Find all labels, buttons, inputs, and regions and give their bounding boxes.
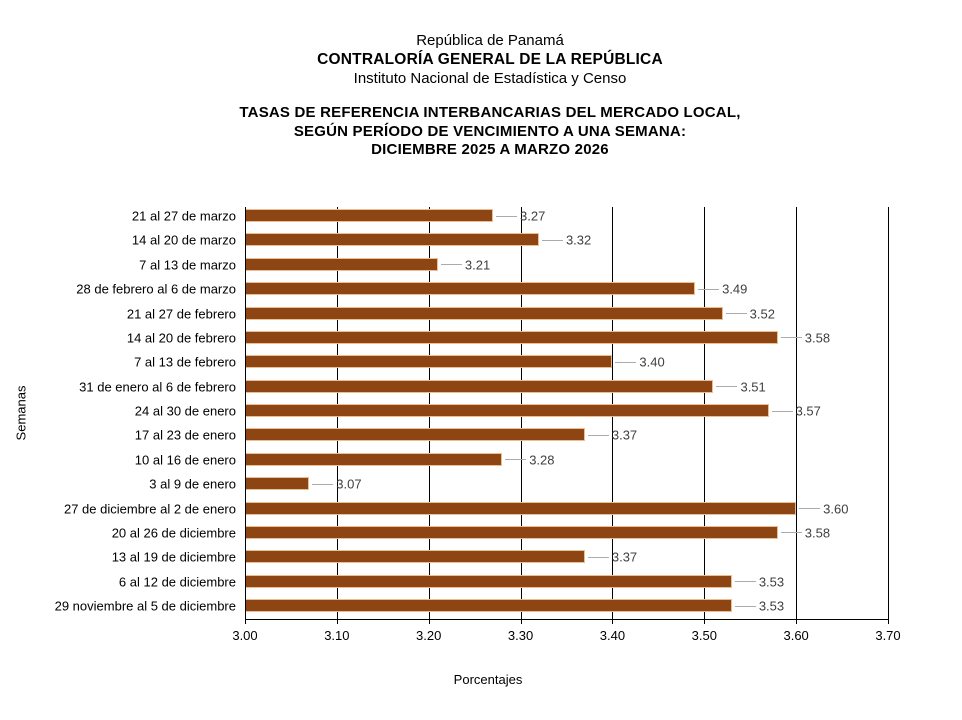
category-label: 24 al 30 de enero <box>134 403 236 419</box>
report-header <box>10 31 962 88</box>
bar-value-label: 3.37 <box>611 549 638 565</box>
x-axis-tick <box>337 620 338 624</box>
category-label: 28 de febrero al 6 de marzo <box>76 281 236 297</box>
x-axis-tick <box>888 620 889 624</box>
category-axis-labels <box>0 207 236 620</box>
leader-line <box>505 459 526 460</box>
bar <box>245 599 732 612</box>
leader-line <box>615 362 636 363</box>
bar-value-label: 3.51 <box>740 379 766 395</box>
x-axis-tick-label: 3.70 <box>875 628 901 643</box>
bar <box>245 550 585 563</box>
bar-value-label: 3.32 <box>565 232 592 248</box>
bar-value-label: 3.53 <box>758 574 785 590</box>
bar-value-label: 3.58 <box>804 525 831 541</box>
x-axis-tick-label: 3.10 <box>324 628 350 643</box>
leader-line <box>698 289 719 290</box>
category-label: 31 de enero al 6 de febrero <box>79 379 236 395</box>
category-label: 21 al 27 de febrero <box>126 306 236 321</box>
x-axis-title: Porcentajes <box>453 672 523 687</box>
leader-line <box>781 337 802 338</box>
y-axis-title: Semanas <box>13 385 29 441</box>
bar <box>245 233 539 246</box>
category-label: 6 al 12 de diciembre <box>118 574 236 590</box>
leader-line <box>588 435 609 436</box>
x-axis-tick <box>612 620 613 624</box>
x-axis-tick <box>245 620 246 624</box>
leader-line <box>799 508 820 509</box>
bar-value-label: 3.52 <box>749 306 775 321</box>
bar <box>245 575 732 588</box>
leader-line <box>312 484 333 485</box>
leader-line <box>588 557 609 558</box>
chart-title-line1: TASAS DE REFERENCIA INTERBANCARIAS DEL MERCADO LOCAL, <box>239 104 741 121</box>
bar-value-label: 3.40 <box>639 354 665 370</box>
leader-line <box>441 264 462 265</box>
x-axis-tick-label: 3.30 <box>507 628 534 643</box>
bar <box>245 477 309 490</box>
bar-value-label: 3.07 <box>336 476 362 492</box>
leader-line <box>735 581 756 582</box>
leader-line <box>542 240 563 241</box>
header-institution: CONTRALORÍA GENERAL DE LA REPÚBLICA <box>317 51 663 68</box>
chart-title <box>10 104 962 160</box>
category-label: 10 al 16 de enero <box>134 452 236 468</box>
bar <box>245 355 612 368</box>
category-label: 14 al 20 de marzo <box>131 232 236 248</box>
category-label: 29 noviembre al 5 de diciembre <box>54 598 236 614</box>
category-label: 14 al 20 de febrero <box>126 330 236 346</box>
leader-line <box>716 386 737 387</box>
chart-title-line2: SEGÚN PERÍODO DE VENCIMIENTO A UNA SEMANA: <box>293 122 687 140</box>
x-axis-tickmarks <box>245 620 889 624</box>
bar-value-label: 3.28 <box>529 452 555 468</box>
chart-title-line3: DICIEMBRE 2025 A MARZO 2026 <box>371 141 609 158</box>
bar <box>245 209 493 222</box>
category-label: 27 de diciembre al 2 de enero <box>63 501 236 516</box>
leader-line <box>735 606 756 607</box>
bar <box>245 282 695 295</box>
bar-value-label: 3.37 <box>611 427 638 443</box>
x-axis-tick-label: 3.00 <box>232 628 258 643</box>
leader-line <box>496 216 517 217</box>
bar-value-label: 3.21 <box>464 257 491 273</box>
bar <box>245 404 769 417</box>
bar <box>245 380 713 393</box>
x-axis-tick <box>429 620 430 624</box>
category-label: 17 al 23 de enero <box>134 427 236 443</box>
bar <box>245 502 796 515</box>
x-axis-tick-labels <box>232 628 901 644</box>
x-axis-line <box>245 619 889 620</box>
x-axis-tick <box>521 620 522 624</box>
bar <box>245 526 778 539</box>
y-axis-line <box>245 207 246 620</box>
category-label: 13 al 19 de diciembre <box>111 549 236 565</box>
bar-value-label: 3.53 <box>758 598 785 614</box>
x-axis-tick <box>704 620 705 624</box>
leader-line <box>772 411 793 412</box>
bar-value-label: 3.27 <box>520 208 546 224</box>
category-label: 7 al 13 de febrero <box>134 354 236 370</box>
leader-line <box>726 313 747 314</box>
x-axis-tick-label: 3.50 <box>691 628 717 643</box>
x-axis-tick <box>796 620 797 624</box>
category-label: 3 al 9 de enero <box>149 476 236 492</box>
leader-line <box>781 532 802 533</box>
bar-value-label: 3.57 <box>795 403 821 419</box>
bar <box>245 331 778 344</box>
bar-value-label: 3.60 <box>823 501 849 516</box>
category-label: 21 al 27 de marzo <box>131 208 236 224</box>
x-axis-tick-label: 3.20 <box>416 628 442 643</box>
category-label: 7 al 13 de marzo <box>139 257 236 273</box>
category-label: 20 al 26 de diciembre <box>111 525 236 541</box>
x-axis-tick-label: 3.60 <box>783 628 809 643</box>
x-axis-tick-label: 3.40 <box>599 628 626 643</box>
plot-area <box>245 207 888 620</box>
bar <box>245 307 723 320</box>
gridline <box>888 207 889 620</box>
bar <box>245 258 438 271</box>
bar <box>245 453 502 466</box>
bar-value-label: 3.49 <box>722 281 748 297</box>
header-department: Instituto Nacional de Estadística y Censo <box>353 70 627 87</box>
bar-value-label: 3.58 <box>804 330 831 346</box>
bar <box>245 428 585 441</box>
header-country: República de Panamá <box>416 32 564 49</box>
